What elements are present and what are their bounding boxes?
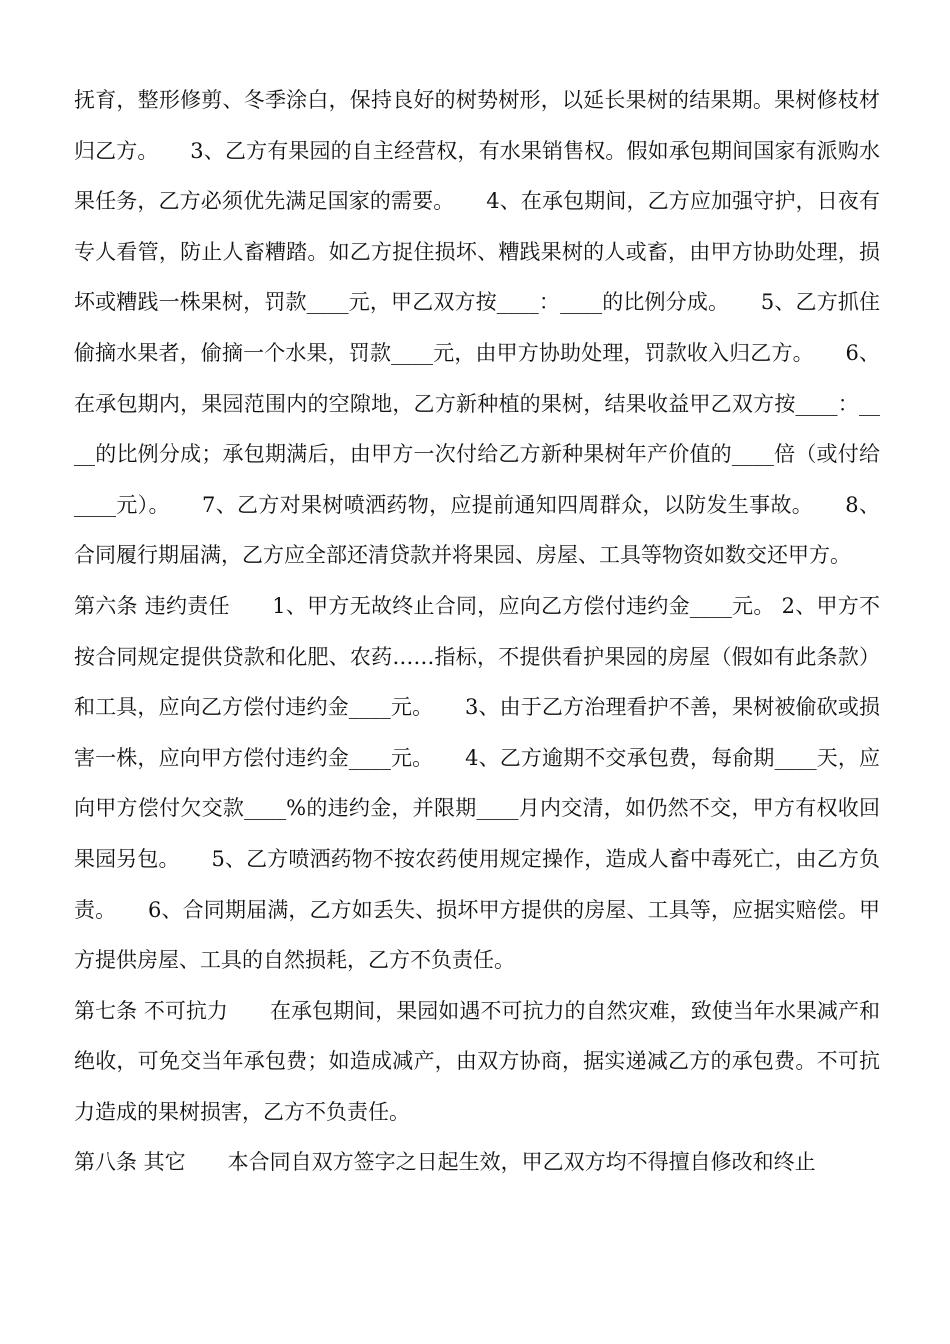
paragraph-article-7-force-majeure: 第七条 不可抗力 在承包期间，果园如遇不可抗力的自然灾难，致使当年水果减产和绝收，可免交当年承包费；如造成减产，由双方协商，据实递减乙方的承包费。不可抗力造成的果树损害，乙方不负责任。 [74, 998, 880, 1124]
paragraph-article-8-other: 第八条 其它 本合同自双方签字之日起生效，甲乙双方均不得擅自修改和终止 [74, 1150, 816, 1175]
paragraph-clause-5-continued: 抚育，整形修剪、冬季涂白，保持良好的树势树形，以延长果树的结果期。果树修枝材归乙方。 3、乙方有果园的自主经营权，有水果销售权。假如承包期间国家有派购水果任务，乙方必须优先满足国家的需要。 4、在承包期间，乙方应加强守护，日夜有专人看管，防止人畜糟踏。如乙方捉住损坏、糟践果树的人或畜，由甲方协助处理，损坏或糟践一株果树，罚款____元，甲乙双方按____：____的比例分成。 5、乙方抓住偷摘水果者，偷摘一个水果，罚款____元，由甲方协助处理，罚款收入归乙方。 6、在承包期内，果园范围内的空隙地，乙方新种植的果树，结果收益甲乙双方按____：____的比例分成；承包期满后，由甲方一次付给乙方新种果树年产价值的____倍（或付给____元）。 7、乙方对果树喷洒药物，应提前通知四周群众，以防发生事故。 8、合同履行期届满，乙方应全部还清贷款并将果园、房屋、工具等物资如数交还甲方。 [74, 88, 880, 568]
document-page [74, 75, 880, 1188]
paragraph-article-6-breach: 第六条 违约责任 1、甲方无故终止合同，应向乙方偿付违约金____元。 2、甲方不按合同规定提供贷款和化肥、农药……指标，不提供看护果园的房屋（假如有此条款）和工具，应向乙方偿付违约金____元。 3、由于乙方治理看护不善，果树被偷砍或损害一株，应向甲方偿付违约金____元。 4、乙方逾期不交承包费，每俞期____天，应向甲方偿付欠交款____%的违约金，并限期____月内交清，如仍然不交，甲方有权收回果园另包。 5、乙方喷洒药物不按农药使用规定操作，造成人畜中毒死亡，由乙方负责。 6、合同期届满，乙方如丢失、损坏甲方提供的房屋、工具等，应据实赔偿。甲方提供房屋、工具的自然损耗，乙方不负责任。 [74, 593, 880, 973]
